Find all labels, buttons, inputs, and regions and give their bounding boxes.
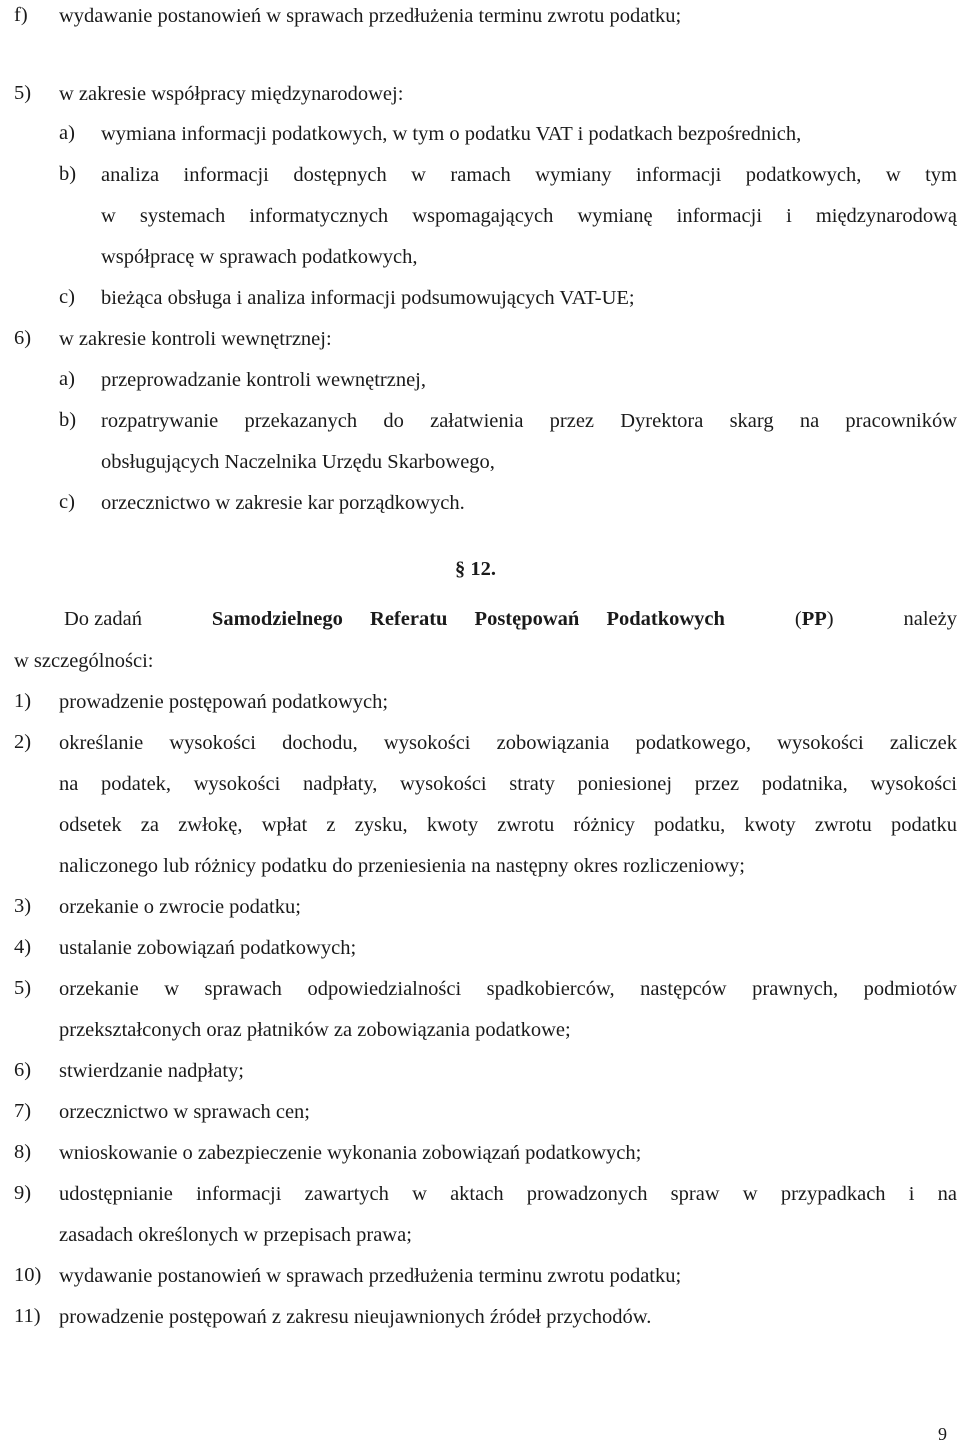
intro-bold-name: Samodzielnego Referatu Postępowań Podatkowych: [211, 608, 725, 630]
item-5b-line: analiza informacji dostępnych w ramach wymiany informacji podatkowych, w tym: [101, 164, 957, 186]
list-item-marker: 8): [14, 1141, 32, 1163]
item-5a-marker: a): [59, 122, 75, 144]
item-6b-line: obsługujących Naczelnika Urzędu Skarbowego,: [101, 451, 495, 473]
item-6a-text: przeprowadzanie kontroli wewnętrznej,: [101, 369, 427, 391]
intro-start: Do zadań: [64, 608, 142, 630]
list-item-line: na podatek, wysokości nadpłaty, wysokości straty poniesionej przez podatnika, wysokości: [59, 773, 957, 795]
list-item-line: udostępnianie informacji zawartych w aktach prowadzonych spraw w przypadkach i na: [59, 1183, 957, 1205]
list-item-marker: 3): [14, 895, 32, 917]
section-intro: [64, 607, 957, 631]
item-5-text: w zakresie współpracy międzynarodowej:: [59, 83, 404, 105]
list-item-line: stwierdzanie nadpłaty;: [59, 1060, 245, 1082]
list-item-marker: 11): [14, 1305, 41, 1327]
item-6-marker: 6): [14, 327, 32, 349]
item-f-text: wydawanie postanowień w sprawach przedłużenia terminu zwrotu podatku;: [59, 5, 682, 27]
section-heading: § 12.: [455, 558, 496, 580]
intro-line-2: w szczególności:: [14, 650, 154, 672]
list-item-line: określanie wysokości dochodu, wysokości zobowiązania podatkowego, wysokości zaliczek: [59, 732, 957, 754]
list-item-marker: 6): [14, 1059, 32, 1081]
item-6b-line: rozpatrywanie przekazanych do załatwienia przez Dyrektora skarg na pracowników: [101, 410, 957, 432]
list-item-line: orzecznictwo w sprawach cen;: [59, 1101, 310, 1123]
list-item-marker: 10): [14, 1264, 42, 1286]
item-f-marker: f): [14, 4, 28, 26]
item-5c-marker: c): [59, 286, 75, 308]
list-item-marker: 4): [14, 936, 32, 958]
list-item-line: wnioskowanie o zabezpieczenie wykonania zobowiązań podatkowych;: [59, 1142, 642, 1164]
list-item-line: orzekanie w sprawach odpowiedzialności spadkobierców, następców prawnych, podmiotów: [59, 978, 957, 1000]
item-6a-marker: a): [59, 368, 75, 390]
list-item-line: orzekanie o zwrocie podatku;: [59, 896, 301, 918]
list-item-line: prowadzenie postępowań z zakresu nieujawnionych źródeł przychodów.: [59, 1306, 652, 1328]
item-6b-marker: b): [59, 409, 77, 431]
item-6c-marker: c): [59, 491, 75, 513]
item-5a-text: wymiana informacji podatkowych, w tym o podatku VAT i podatkach bezpośrednich,: [101, 123, 802, 145]
item-6-text: w zakresie kontroli wewnętrznej:: [59, 328, 332, 350]
list-item-marker: 2): [14, 731, 32, 753]
list-item-marker: 5): [14, 977, 32, 999]
page-number: 9: [938, 1424, 947, 1444]
list-item-line: wydawanie postanowień w sprawach przedłużenia terminu zwrotu podatku;: [59, 1265, 682, 1287]
list-item-line: odsetek za zwłokę, wpłat z zysku, kwoty zwrotu różnicy podatku, kwoty zwrotu podatku: [59, 814, 957, 836]
list-item-marker: 9): [14, 1182, 32, 1204]
list-item-line: naliczonego lub różnicy podatku do przeniesienia na następny okres rozliczeniowy;: [59, 855, 745, 877]
item-5b-line: w systemach informatycznych wspomagających wymianę informacji i międzynarodową: [101, 205, 957, 227]
intro-end: należy: [903, 608, 957, 630]
list-item-line: przekształconych oraz płatników za zobowiązania podatkowe;: [59, 1019, 571, 1041]
item-6c-text: orzecznictwo w zakresie kar porządkowych.: [101, 492, 465, 514]
list-item-line: ustalanie zobowiązań podatkowych;: [59, 937, 357, 959]
item-5b-line: współpracę w sprawach podatkowych,: [101, 246, 418, 268]
list-item-line: zasadach określonych w przepisach prawa;: [59, 1224, 412, 1246]
item-5c-text: bieżąca obsługa i analiza informacji podsumowujących VAT-UE;: [101, 287, 635, 309]
item-5b-marker: b): [59, 163, 77, 185]
list-item-line: prowadzenie postępowań podatkowych;: [59, 691, 389, 713]
item-5-marker: 5): [14, 82, 32, 104]
intro-abbreviation: (PP): [794, 608, 834, 630]
list-item-marker: 1): [14, 690, 32, 712]
list-item-marker: 7): [14, 1100, 32, 1122]
